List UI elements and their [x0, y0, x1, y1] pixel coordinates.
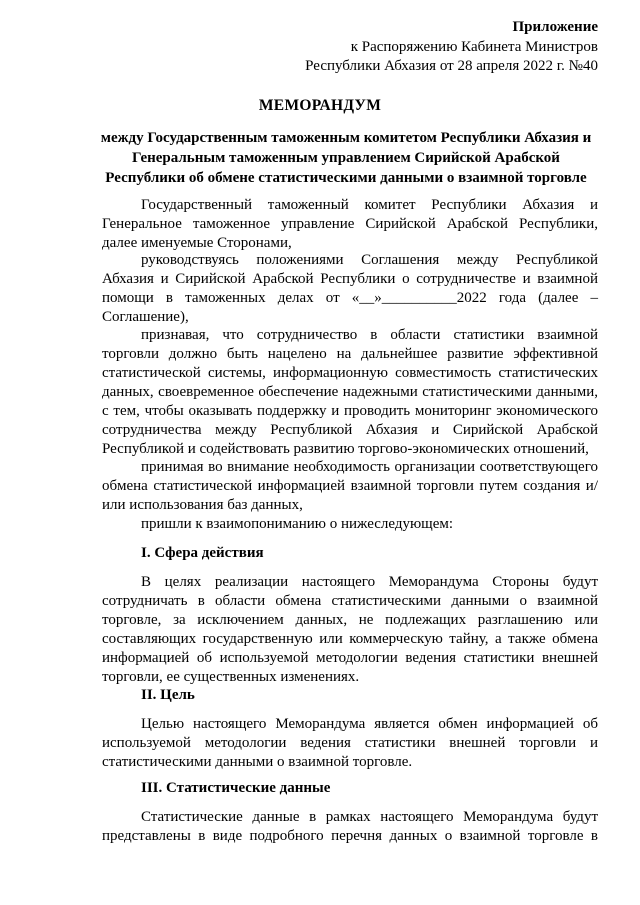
- annex-block: [305, 18, 598, 77]
- preamble-paragraph-agreed: пришли к взаимопониманию о нижеследующем:: [141, 516, 454, 532]
- annex-line-1: к Распоряжению Кабинета Министров: [350, 38, 598, 55]
- preamble-paragraph-agreement: руководствуясь положениями Соглашения между Республикой Абхазия и Сирийской Арабской Республики о сотрудничестве и взаимной помощи в таможенных делах от «__»__________2022 года (далее – Соглашение),: [102, 252, 598, 325]
- document-subtitle: между Государственным таможенным комитетом Республики Абхазия и Генеральным таможенным управлением Сирийской Арабской Республики об обмене статистическими данными о взаимной торговле: [100, 130, 592, 186]
- preamble-paragraph-considering: принимая во внимание необходимость организации соответствующего обмена статистической информацией взаимной торговли путем создания и/или использования баз данных,: [102, 459, 598, 513]
- section-heading-purpose: II. Цель: [141, 687, 195, 703]
- section-heading-scope: I. Сфера действия: [141, 545, 264, 561]
- annex-line-2: Республики Абхазия от 28 апреля 2022 г. №40: [305, 58, 598, 74]
- section-text-scope: В целях реализации настоящего Меморандума Стороны будут сотрудничать в области обмена статистическими данными о взаимной торговле, за исключением данных, не подлежащих разглашению или составляющих государственную или коммерческую тайну, а также обмена информацией об используемой методологии ведения статистики внешней торговли, ее существенных изменениях.: [102, 574, 598, 685]
- section-heading-statistics: III. Статистические данные: [141, 780, 331, 796]
- document-title: МЕМОРАНДУМ: [258, 97, 382, 114]
- preamble-paragraph-recognizing: признавая, что сотрудничество в области статистики взаимной торговли должно быть нацелено на дальнейшее развитие эффективной статистической системы, информационную совместимость статистических данных, своевременное обеспечение надежными статистическими данными, с тем, чтобы оказывать поддержку и проводить мониторинг экономического сотрудничества между Республикой Абхазия и Сирийской Арабской Республикой и содействовать развитию торгово-экономических отношений,: [102, 327, 598, 457]
- preamble-paragraph-parties: Государственный таможенный комитет Республики Абхазия и Генеральное таможенное управление Сирийской Арабской Республики, далее именуемые Сторонами,: [102, 197, 598, 251]
- section-text-purpose: Целью настоящего Меморандума является обмен информацией об используемой методологии ведения статистики внешней торговли и статистическими данными о взаимной торговле.: [102, 716, 598, 770]
- annex-title: Приложение: [512, 19, 598, 35]
- section-text-statistics: Статистические данные в рамках настоящего Меморандума будут представлены в виде подробного перечня данных о взаимной торговле в: [102, 809, 598, 844]
